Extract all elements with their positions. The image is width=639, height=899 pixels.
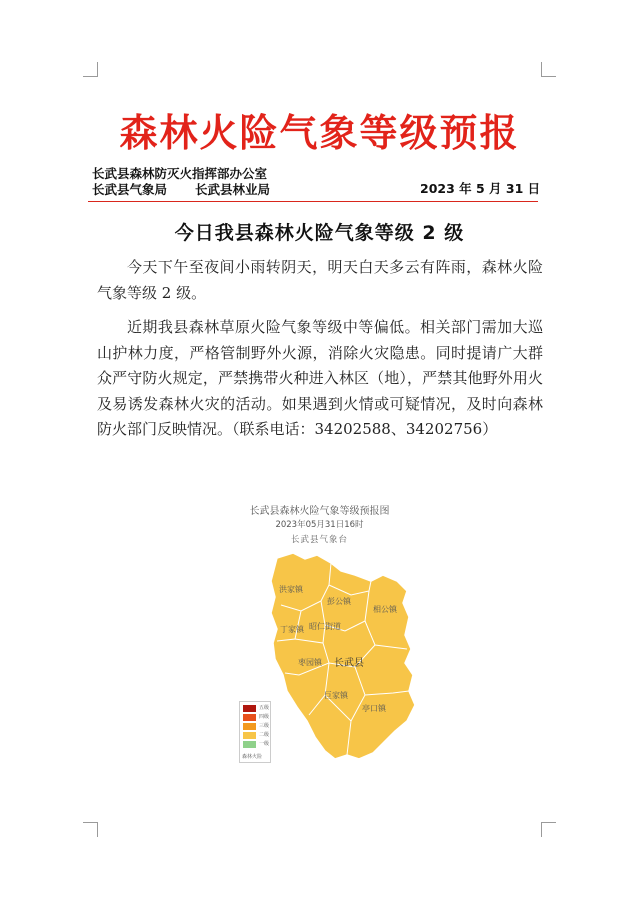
legend-swatch xyxy=(243,741,256,748)
crop-mark-top-right xyxy=(541,62,556,77)
town-label-penggong: 彭公镇 xyxy=(327,597,351,606)
town-label-tingkou: 亭口镇 xyxy=(362,704,386,713)
legend-label: 二级 xyxy=(259,732,270,738)
map-issuer: 长武县气象台 xyxy=(290,535,348,545)
issuer-meteorological-bureau: 长武县气象局 xyxy=(92,182,168,197)
map-legend xyxy=(239,701,271,763)
legend-swatch xyxy=(243,723,256,730)
weather-paragraph: 今天下午至夜间小雨转阴天，明天白天多云有阵雨，森林火险气象等级 2 级。 xyxy=(97,258,543,302)
legend-swatch xyxy=(243,732,256,739)
legend-title: 森林火险 xyxy=(242,754,263,760)
map-time: 2023年05月31日16时 xyxy=(275,520,364,530)
issue-date: 2023 年 5 月 31 日 xyxy=(420,181,541,196)
crop-mark-bottom-left xyxy=(83,822,98,837)
header-divider xyxy=(88,201,538,202)
legend-label: 四级 xyxy=(259,714,270,720)
crop-mark-top-left xyxy=(83,62,98,77)
town-label-zhaoren: 昭仁街道 xyxy=(309,622,341,631)
legend-swatch xyxy=(243,705,256,712)
legend-label: 五级 xyxy=(259,705,270,711)
town-label-jujia: 巨家镇 xyxy=(324,691,348,700)
issuer-line-2 xyxy=(92,182,270,198)
crop-mark-bottom-right xyxy=(541,822,556,837)
town-label-dingjia: 丁家镇 xyxy=(280,625,304,634)
forecast-headline: 今日我县森林火险气象等级 2 级 xyxy=(174,222,465,244)
legend-swatch xyxy=(243,714,256,721)
legend-label: 一级 xyxy=(259,741,270,747)
map-title: 长武县森林火险气象等级预报图 xyxy=(249,506,390,517)
advisory-paragraph: 近期我县森林草原火险气象等级中等偏低。相关部门需加大巡山护林力度，严格管制野外火源，消除火灾隐患。同时提请广大群众严守防火规定，严禁携带火种进入林区（地），严禁其他野外用火及易诱发森林火灾的活动。如果遇到火情或可疑情况，及时向森林防火部门反映情况。（联系电话：34202588、34202756） xyxy=(97,318,543,438)
document-title: 森林火险气象等级预报 xyxy=(119,110,520,155)
town-label-zaoyuan: 枣园镇 xyxy=(298,658,322,667)
issuer-forestry-bureau: 长武县林业局 xyxy=(195,182,271,197)
issuer-line-1: 长武县森林防灭火指挥部办公室 xyxy=(92,166,268,181)
town-label-xiangong: 相公镇 xyxy=(373,605,397,614)
town-label-hongjia: 洪家镇 xyxy=(279,585,303,594)
county-label: 长武县 xyxy=(334,658,364,669)
legend-label: 三级 xyxy=(259,723,270,729)
